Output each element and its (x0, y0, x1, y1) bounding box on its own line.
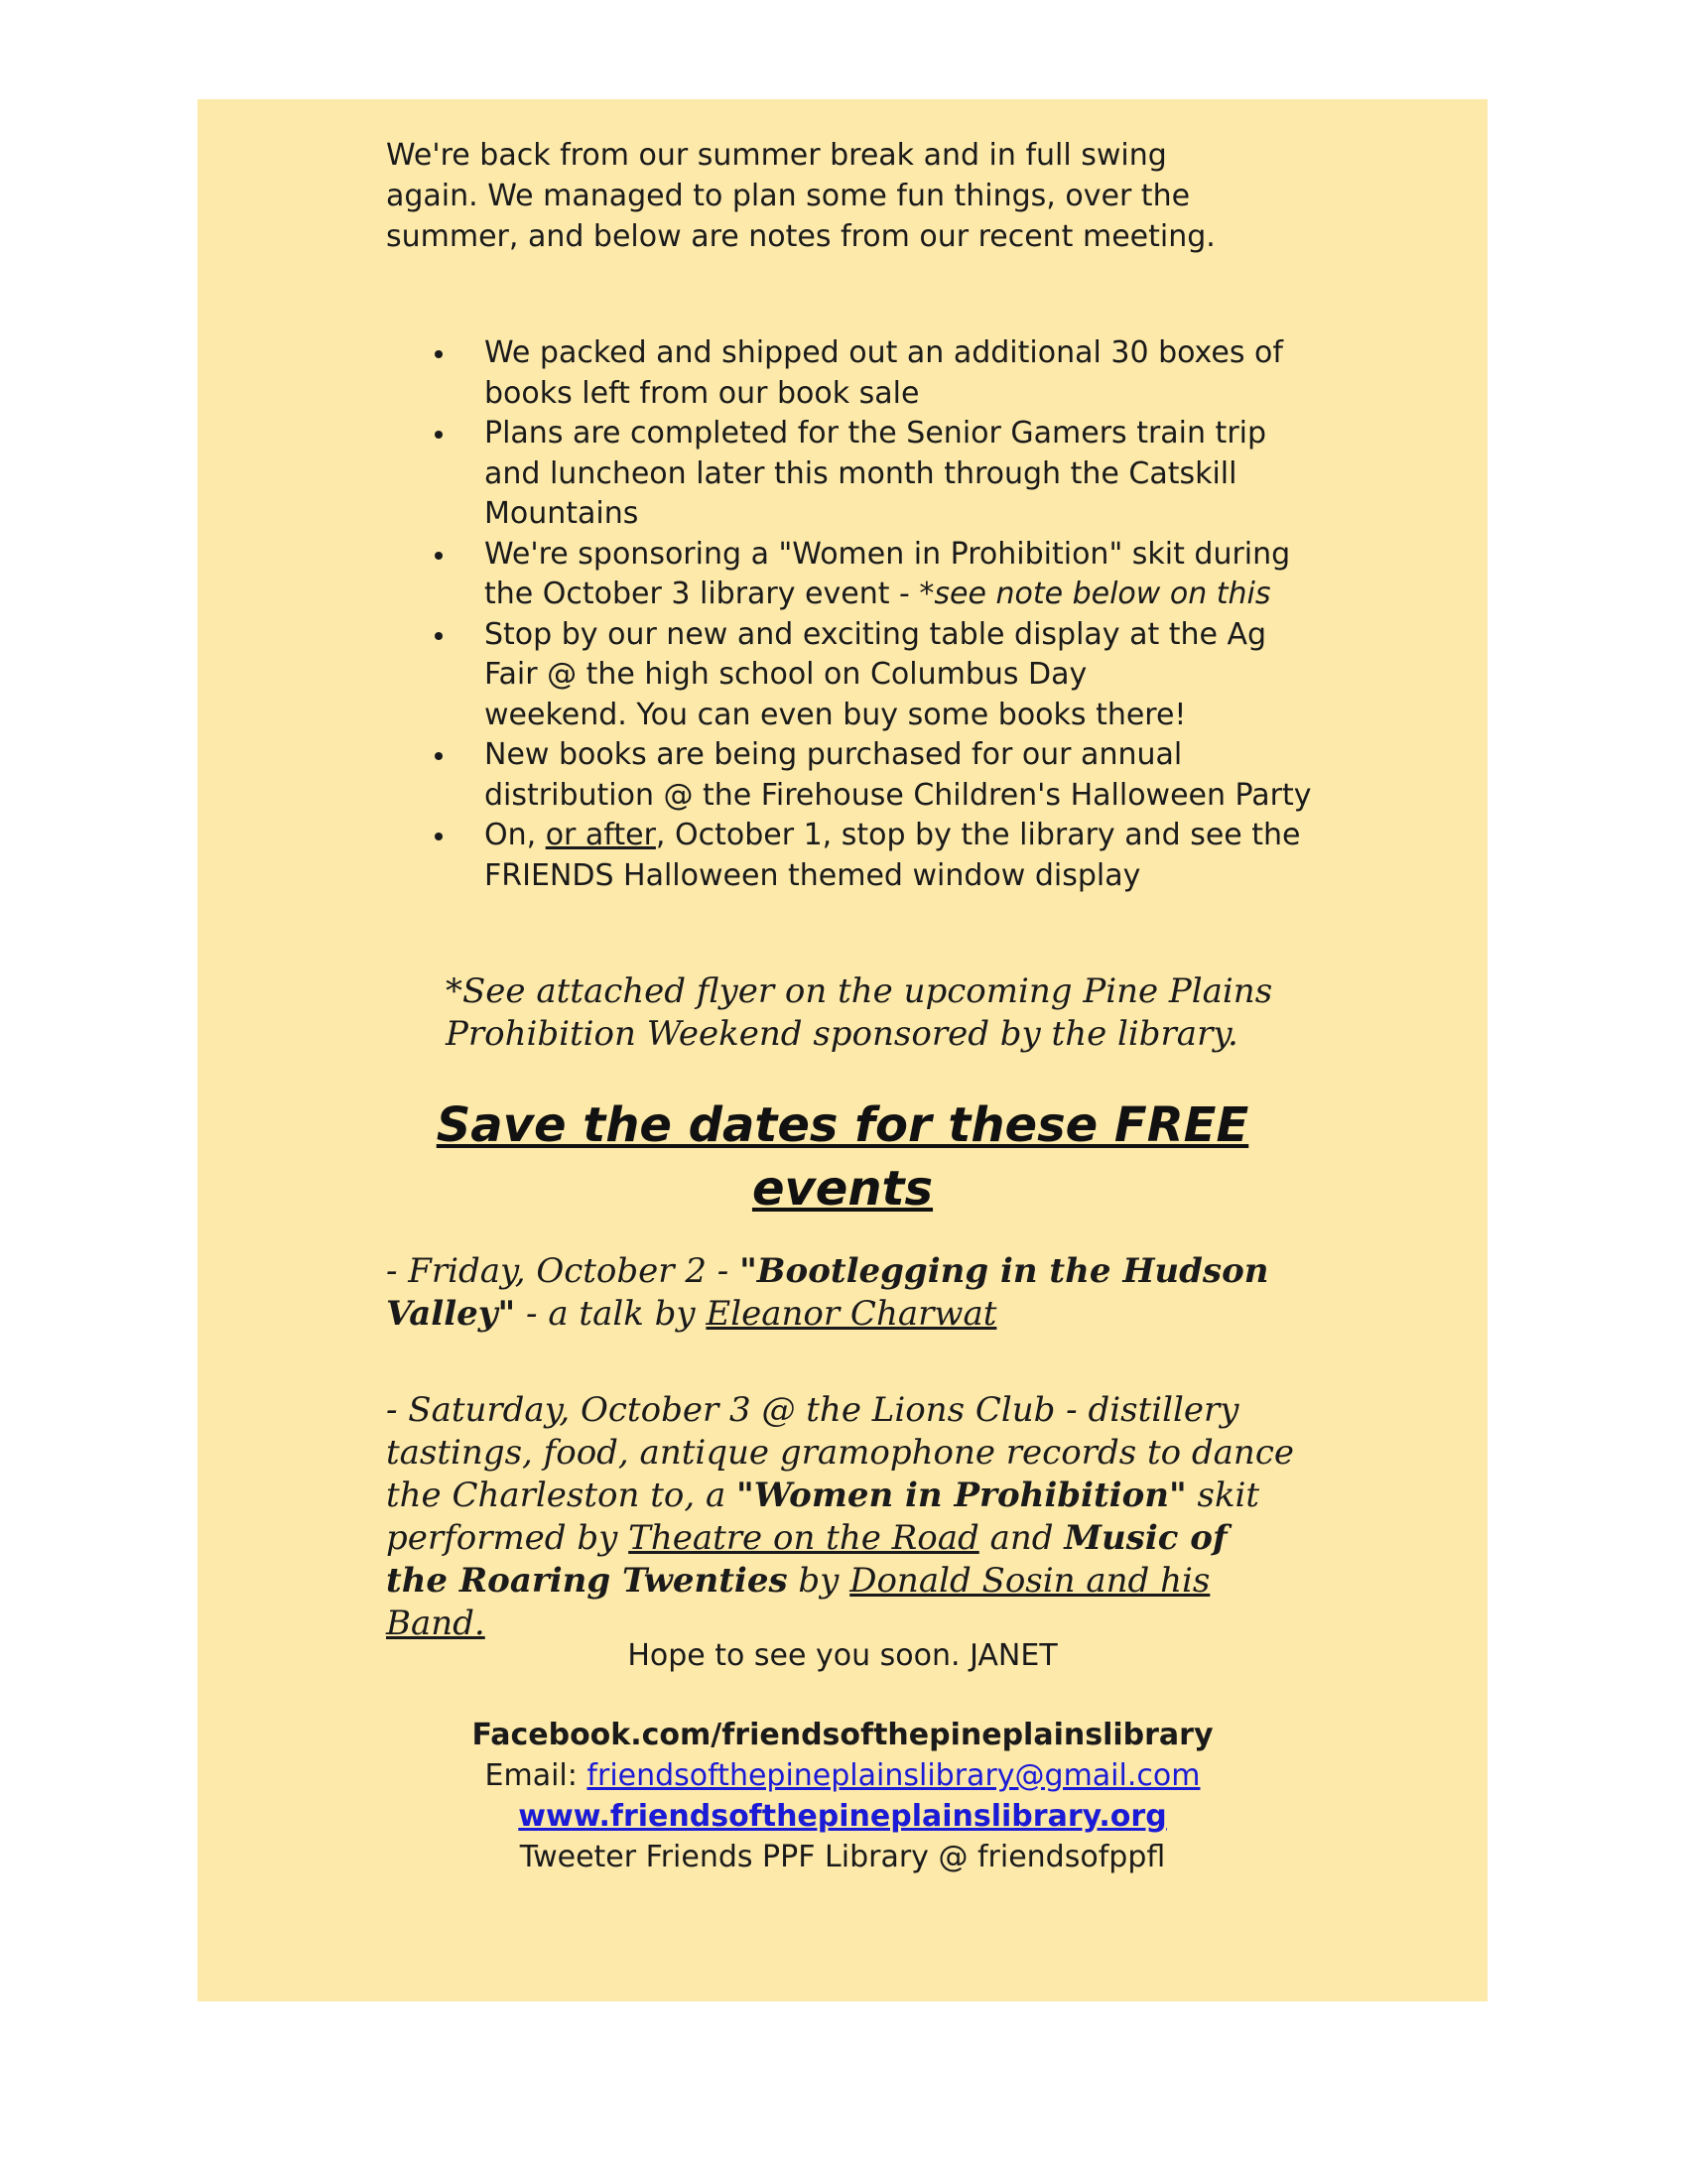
list-item: On, or after, October 1, stop by the library and see the FRIENDS Halloween themed window display (484, 816, 1477, 896)
troupe-name: Theatre on the Road (628, 1518, 979, 1558)
list-item: Stop by our new and exciting table display at the Ag Fair @ the high school on Columbus Day weekend. You can even buy some books there! (484, 615, 1477, 736)
intro-paragraph: We're back from our summer break and in full swing again. We managed to plan some fun things, over the summer, and below are notes from our recent meeting. (386, 138, 1216, 254)
band-name: Donald Sosin and his Band. (386, 1561, 1211, 1643)
news-bullet-list (386, 333, 1477, 896)
event-friday: - Friday, October 2 - "Bootlegging in the Hudson Valley" - a talk by Eleanor Charwat (386, 1251, 1269, 1334)
save-the-dates-heading: Save the dates for these FREE events (436, 1097, 1249, 1217)
email-link[interactable]: friendsofthepineplainslibrary@gmail.com (586, 1758, 1201, 1793)
contact-block (197, 1715, 1488, 1877)
email-line: Email: friendsofthepineplainslibrary@gmail.com (484, 1758, 1201, 1793)
list-item: New books are being purchased for our annual distribution @ the Firehouse Children's Halloween Party (484, 735, 1477, 816)
website-line (197, 1796, 1488, 1837)
list-item: We packed and shipped out an additional 30 boxes of books left from our book sale (484, 333, 1477, 414)
flyer-note: *See attached flyer on the upcoming Pine Plains Prohibition Weekend sponsored by the library. (446, 971, 1273, 1054)
see-note-text: *see note below on this (919, 577, 1271, 611)
bullet-dot-icon (435, 632, 443, 640)
bullet-dot-icon (435, 431, 443, 439)
newsletter-panel (197, 99, 1488, 2001)
speaker-name: Eleanor Charwat (706, 1294, 997, 1334)
list-item: Plans are completed for the Senior Gamers train trip and luncheon later this month through the Catskill Mountains (484, 414, 1477, 535)
event-title: "Bootlegging in the Hudson Valley" (386, 1251, 1269, 1334)
bullet-dot-icon (435, 833, 443, 840)
closing-line: Hope to see you soon. JANET (627, 1638, 1058, 1673)
list-item: We're sponsoring a "Women in Prohibition" skit during the October 3 library event - *see note below on this (484, 535, 1477, 615)
twitter-text: Tweeter Friends PPF Library @ friendsofppfl (519, 1840, 1166, 1874)
bullet-dot-icon (435, 752, 443, 760)
bullet-dot-icon (435, 350, 443, 358)
facebook-text: Facebook.com/friendsofthepineplainslibrary (471, 1718, 1214, 1752)
event-saturday: - Saturday, October 3 @ the Lions Club - distillery tastings, food, antique gramophone records to dance the Charleston to, a "Women in Prohibition" skit performed by Theatre on the Road and Music of the Roaring Twenties by Donald Sosin and his Band. (386, 1390, 1294, 1643)
website-link[interactable]: www.friendsofthepineplainslibrary.org (518, 1799, 1167, 1834)
bullet-dot-icon (435, 552, 443, 560)
